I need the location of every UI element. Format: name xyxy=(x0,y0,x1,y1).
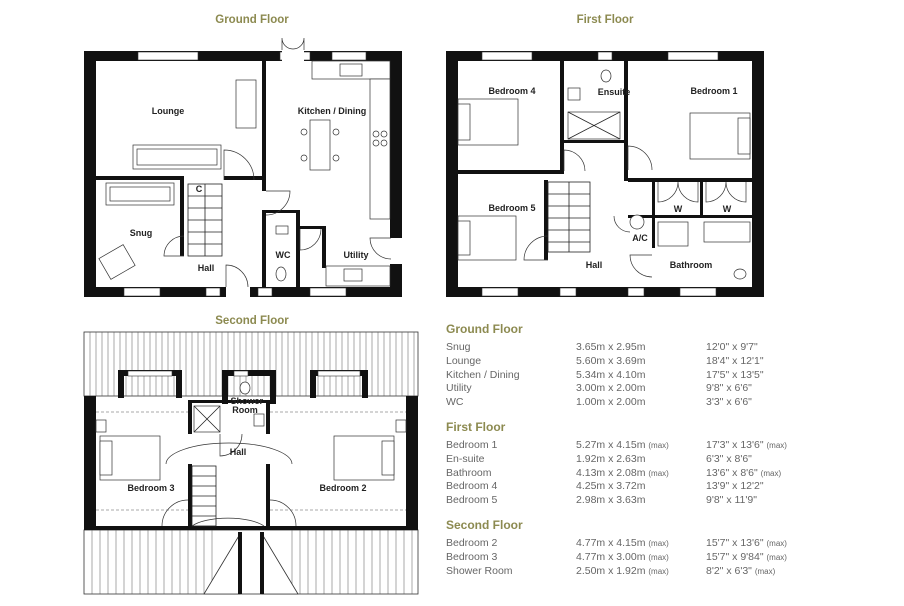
wall xyxy=(96,176,180,180)
first-floor-plan xyxy=(446,14,764,297)
imperial-size: 17'3" x 13'6" (max) xyxy=(706,438,787,451)
pillow xyxy=(458,104,470,140)
schedule-row xyxy=(446,467,846,481)
door xyxy=(614,216,630,232)
dining-table xyxy=(310,120,330,170)
armchair xyxy=(99,245,135,280)
imperial-size: 17'5" x 13'5" xyxy=(706,368,764,381)
imperial-size: 12'0" x 9'7" xyxy=(706,341,758,353)
room-label-kitchen-dining: Kitchen / Dining xyxy=(297,106,367,116)
room-name: Shower Room xyxy=(446,564,513,577)
window xyxy=(668,52,718,60)
room-label-hall: Hall xyxy=(585,260,603,270)
chair-icon xyxy=(301,129,307,135)
wall xyxy=(406,396,418,530)
metric-size: 4.25m x 3.72m xyxy=(576,480,646,493)
door xyxy=(192,518,264,526)
window xyxy=(598,52,612,60)
chair-icon xyxy=(301,155,307,161)
metric-size: 5.60m x 3.69m xyxy=(576,354,646,367)
door xyxy=(564,150,585,171)
window xyxy=(310,288,346,296)
patio-door xyxy=(282,38,304,50)
toilet-icon xyxy=(240,382,250,394)
room-name: Utility xyxy=(446,382,472,395)
room-schedule xyxy=(446,322,846,588)
schedule-row xyxy=(446,341,846,355)
room-name: Bedroom 4 xyxy=(446,480,498,493)
front-door-opening xyxy=(226,286,250,298)
side-door-opening xyxy=(389,238,403,264)
window xyxy=(206,288,220,296)
wall xyxy=(296,210,300,287)
window xyxy=(138,52,198,60)
staircase xyxy=(548,182,590,252)
room-name: En-suite xyxy=(446,452,485,465)
side-door xyxy=(370,238,391,259)
sink-icon xyxy=(340,64,362,76)
room-label-cupboard: C xyxy=(195,184,203,194)
room-label-lounge: Lounge xyxy=(151,106,185,116)
wall xyxy=(446,51,458,297)
wall xyxy=(560,61,564,171)
door xyxy=(300,229,321,250)
schedule-row xyxy=(446,382,846,396)
metric-size: 4.13m x 2.08m (max) xyxy=(576,466,669,479)
room-label-snug: Snug xyxy=(129,228,153,238)
sink-icon xyxy=(344,269,362,281)
metric-size: 5.27m x 4.15m (max) xyxy=(576,438,669,451)
armchair xyxy=(236,80,256,128)
wall xyxy=(300,226,322,229)
wall xyxy=(628,178,752,182)
room-label-utility: Utility xyxy=(343,250,369,260)
first-floor-title: First Floor xyxy=(576,14,634,26)
wall xyxy=(652,182,655,248)
window xyxy=(482,288,518,296)
room-label-bedroom-2: Bedroom 2 xyxy=(319,483,367,493)
room-label-hall: Hall xyxy=(197,263,215,273)
room-label-bedroom-3: Bedroom 3 xyxy=(127,483,175,493)
second-floor-title: Second Floor xyxy=(215,315,289,327)
room-label-ac: A/C xyxy=(632,233,648,243)
schedule-row xyxy=(446,453,846,467)
ground-floor-title: Ground Floor xyxy=(215,14,289,26)
hob-icon xyxy=(381,140,387,146)
room-label-shower-room xyxy=(230,396,265,415)
schedule-row xyxy=(446,439,846,453)
roof-bottom xyxy=(84,530,418,594)
schedule-row xyxy=(446,551,846,565)
window xyxy=(332,52,366,60)
schedule-row xyxy=(446,537,846,551)
wall xyxy=(564,140,624,143)
metric-size: 4.77m x 4.15m (max) xyxy=(576,536,669,549)
bedside-table xyxy=(96,420,106,432)
room-label-ensuite: Ensuite xyxy=(597,87,631,97)
patio-door-opening xyxy=(282,49,304,63)
schedule-section-first xyxy=(446,420,846,508)
room-name: Bedroom 5 xyxy=(446,494,498,507)
schedule-row xyxy=(446,565,846,579)
chair-icon xyxy=(333,155,339,161)
room-name: Bedroom 3 xyxy=(446,550,498,563)
basin-icon xyxy=(254,414,264,426)
schedule-row xyxy=(446,369,846,383)
room-name: Bedroom 2 xyxy=(446,536,498,549)
sofa-cushion xyxy=(137,149,217,165)
door xyxy=(270,500,296,526)
schedule-row xyxy=(446,396,846,410)
chair-icon xyxy=(333,129,339,135)
wall xyxy=(752,51,764,297)
shower-room-line-1: Shower xyxy=(230,396,263,406)
basin-icon xyxy=(568,88,580,100)
front-door xyxy=(226,265,248,287)
imperial-size: 3'3" x 6'6" xyxy=(706,396,752,409)
door xyxy=(630,255,652,277)
wall xyxy=(84,396,96,530)
room-label-hall: Hall xyxy=(229,447,247,457)
wardrobe-door xyxy=(706,182,746,202)
room-name: Bedroom 1 xyxy=(446,438,498,451)
door xyxy=(628,146,652,170)
room-label-bedroom-5: Bedroom 5 xyxy=(488,203,536,213)
bath-icon xyxy=(704,222,750,242)
wall xyxy=(224,176,266,180)
window xyxy=(482,52,532,60)
room-label-wc: WC xyxy=(275,250,291,260)
schedule-section-title: Ground Floor xyxy=(446,322,523,336)
imperial-size: 13'6" x 8'6" (max) xyxy=(706,466,782,479)
room-label-bedroom-4: Bedroom 4 xyxy=(488,86,536,96)
imperial-size: 13'9" x 12'2" xyxy=(706,480,764,493)
wall xyxy=(238,532,242,594)
room-label-bathroom: Bathroom xyxy=(669,260,713,270)
wall xyxy=(266,400,270,434)
room-label-wardrobe: W xyxy=(673,204,683,214)
room-label-wardrobe: W xyxy=(722,204,732,214)
imperial-size: 8'2" x 6'3" (max) xyxy=(706,564,776,577)
metric-size: 3.00m x 2.00m xyxy=(576,382,646,395)
bedside-table xyxy=(396,420,406,432)
door xyxy=(224,150,254,180)
wardrobe-door xyxy=(658,182,698,202)
pillow xyxy=(382,441,394,475)
window xyxy=(124,288,160,296)
staircase xyxy=(188,184,222,256)
window xyxy=(560,288,576,296)
wall xyxy=(266,210,296,213)
toilet-icon xyxy=(601,70,611,82)
wall xyxy=(96,526,406,530)
metric-size: 2.98m x 3.63m xyxy=(576,494,646,507)
wall xyxy=(222,370,276,376)
wall xyxy=(260,532,264,594)
window xyxy=(128,371,172,376)
hob-icon xyxy=(381,131,387,137)
imperial-size: 15'7" x 13'6" (max) xyxy=(706,536,787,549)
basin-icon xyxy=(276,226,288,234)
shower-tray xyxy=(658,222,688,246)
room-name: Kitchen / Dining xyxy=(446,368,520,381)
window xyxy=(258,288,272,296)
hob-icon xyxy=(373,131,379,137)
schedule-section-title: Second Floor xyxy=(446,517,523,532)
room-name: Bathroom xyxy=(446,466,492,479)
wall xyxy=(188,464,192,526)
cylinder-icon xyxy=(630,215,644,229)
kitchen-worktop xyxy=(370,79,390,219)
metric-size: 4.77m x 3.00m (max) xyxy=(576,550,669,563)
room-name: Lounge xyxy=(446,354,482,367)
schedule-row xyxy=(446,494,846,508)
window xyxy=(628,288,644,296)
wall xyxy=(624,61,628,181)
toilet-icon xyxy=(276,267,286,281)
door xyxy=(162,500,188,526)
metric-size: 2.50m x 1.92m (max) xyxy=(576,564,669,577)
wall xyxy=(322,226,326,268)
pillow xyxy=(738,118,750,154)
window xyxy=(318,371,360,376)
shower-room-line-2: Room xyxy=(232,405,258,415)
wall xyxy=(188,400,192,434)
window xyxy=(234,371,248,376)
toilet-icon xyxy=(734,269,746,279)
imperial-size: 9'8" x 11'9" xyxy=(706,494,757,507)
room-label-bedroom-1: Bedroom 1 xyxy=(690,86,738,96)
staircase xyxy=(192,466,216,526)
imperial-size: 6'3" x 8'6" xyxy=(706,452,752,465)
schedule-section-ground xyxy=(446,322,846,410)
second-floor-plan xyxy=(84,315,418,594)
ground-floor-plan xyxy=(84,14,403,298)
wall xyxy=(180,176,184,256)
wall xyxy=(544,180,548,260)
metric-size: 3.65m x 2.95m xyxy=(576,341,646,353)
wall xyxy=(84,51,96,297)
pillow xyxy=(100,441,112,475)
metric-size: 1.92m x 2.63m xyxy=(576,452,646,465)
schedule-row xyxy=(446,480,846,494)
imperial-size: 15'7" x 9'84" (max) xyxy=(706,550,787,563)
imperial-size: 9'8" x 6'6" xyxy=(706,382,752,395)
wall xyxy=(262,61,266,191)
wall xyxy=(262,210,266,287)
wall xyxy=(700,182,703,216)
wall xyxy=(458,170,564,174)
schedule-row xyxy=(446,355,846,369)
hob-icon xyxy=(373,140,379,146)
wall xyxy=(628,215,752,218)
sofa-cushion xyxy=(110,187,170,201)
room-name: Snug xyxy=(446,341,471,353)
metric-size: 5.34m x 4.10m xyxy=(576,368,646,381)
room-name: WC xyxy=(446,396,464,409)
pillow xyxy=(458,221,470,255)
wall xyxy=(266,464,270,526)
schedule-section-second xyxy=(446,518,846,578)
schedule-section-title: First Floor xyxy=(446,419,506,434)
imperial-size: 18'4" x 12'1" xyxy=(706,354,764,367)
window xyxy=(680,288,716,296)
metric-size: 1.00m x 2.00m xyxy=(576,396,646,409)
